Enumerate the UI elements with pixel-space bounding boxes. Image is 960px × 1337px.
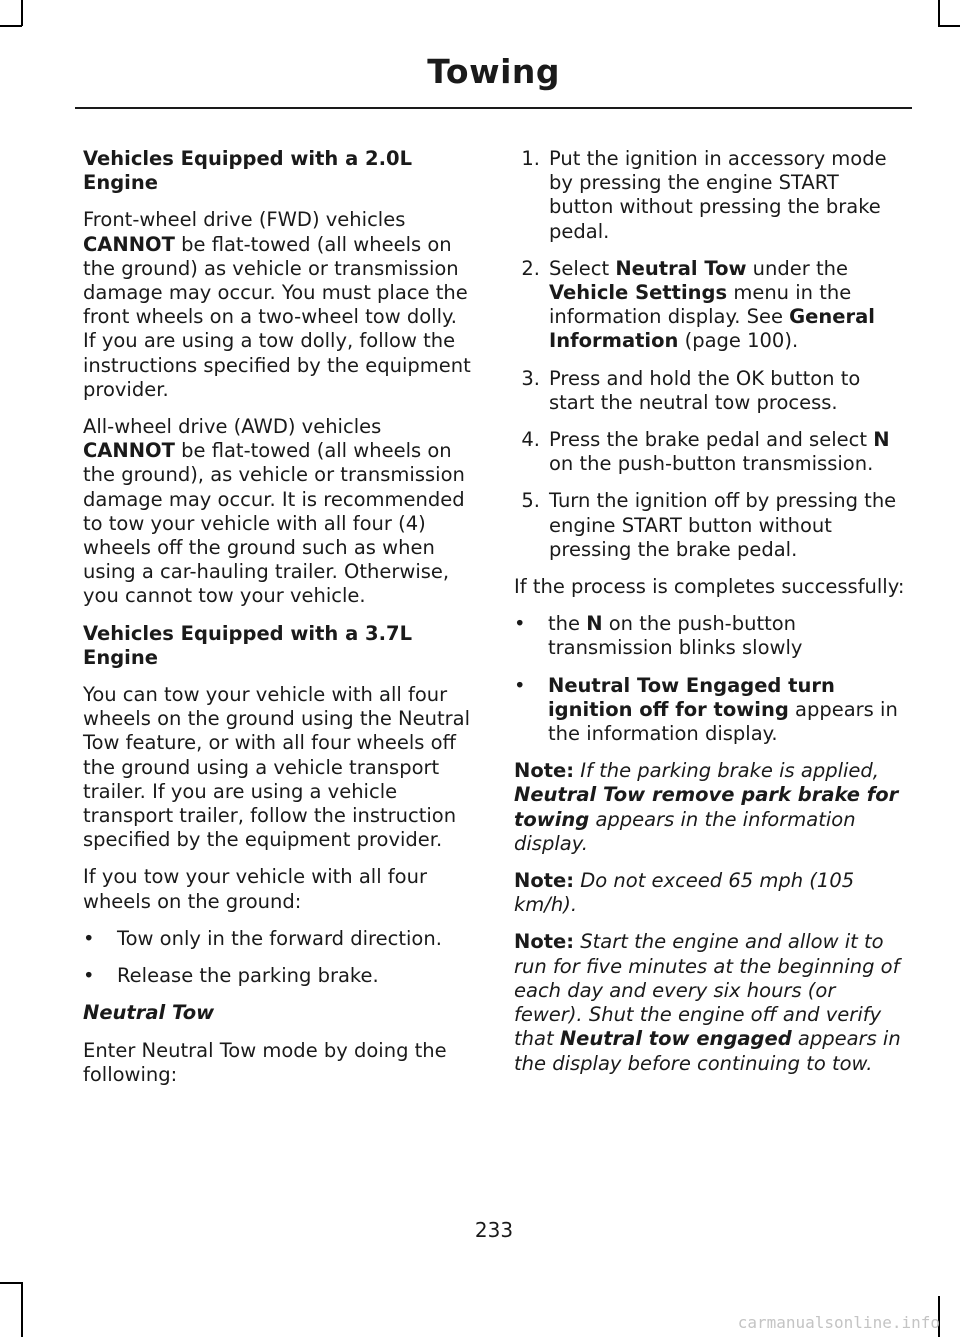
list-item [83, 964, 475, 988]
step-number: 3. [521, 366, 540, 390]
text: Select [549, 256, 616, 280]
text: on the push-button transmission blinks slowly [548, 612, 803, 660]
paragraph-awd [83, 415, 475, 609]
tow-bullet-list [83, 927, 475, 988]
bullet-marker: • [83, 964, 95, 988]
emphasis-cannot: CANNOT [83, 439, 175, 463]
text: be flat-towed (all wheels on the ground) as vehicle or transmission damage may occur. You must place the front wheels on a two-wheel tow dolly. If you are using a tow dolly, follow the instructions specified by the equipment provider. [83, 232, 471, 401]
text: appears in the information display. [548, 697, 898, 746]
text: Do not exceed 65 mph (105 km/h). [514, 869, 855, 917]
list-item-text: Release the parking brake. [117, 964, 379, 988]
paragraph-neutral-tow-intro: You can tow your vehicle with all four wheels on the ground using the Neutral Tow feature, or with all four wheels off the ground using a vehicle transport trailer. If you are using a vehicle transport trailer, follow the instruction specified by the equipment provider. [83, 683, 471, 852]
bullet-marker: • [83, 926, 95, 950]
list-item-text: Tow only in the forward direction. [117, 926, 442, 950]
list-item [83, 927, 475, 951]
text: be flat-towed (all wheels on the ground), as vehicle or transmission damage may occur. It is recommended to tow your vehicle with all four (4) wheels off the ground such as when using a car-hauling trailer. Otherwise, you cannot tow your vehicle. [83, 439, 465, 608]
emphasis-vehicle-settings: Vehicle Settings [549, 281, 728, 305]
header-divider [75, 107, 912, 109]
step-number: 4. [521, 428, 540, 452]
crop-mark [938, 25, 960, 27]
note-label: Note: [514, 869, 575, 893]
result-bullet-list [514, 612, 909, 746]
list-item [514, 612, 909, 660]
text: menu in the information display. See [549, 281, 852, 329]
bullet-marker: • [514, 673, 526, 697]
text: Front-wheel drive (FWD) vehicles [83, 208, 406, 232]
section-heading-3-7l: Vehicles Equipped with a 3.7L Engine [83, 621, 413, 669]
step-5 [514, 489, 909, 562]
note-parking-brake [514, 759, 909, 856]
text: Start the engine and allow it to run for five minutes at the beginning of each day and every six hours (or fewer). Shut the engine off and verify that [514, 930, 900, 1051]
crop-mark [0, 25, 22, 27]
left-column [83, 147, 475, 1100]
watermark: carmanualsonline.info [737, 1313, 940, 1332]
emphasis-message: Neutral Tow remove park brake for towing [514, 783, 899, 831]
paragraph-process-complete: If the process is completes successfully: [514, 575, 905, 599]
section-heading-neutral-tow: Neutral Tow [83, 1001, 215, 1025]
text: Press the brake pedal and select [549, 428, 874, 452]
crop-mark [21, 0, 23, 26]
list-item [514, 674, 909, 747]
crop-mark [0, 1282, 22, 1284]
text: on the push-button transmission. [549, 452, 874, 476]
step-text: Turn the ignition off by pressing the engine START button without pressing the brake pedal. [549, 489, 897, 561]
text: appears in the display before continuing to tow. [514, 1027, 901, 1075]
step-1 [514, 147, 909, 244]
page-reference: (page 100). [678, 329, 799, 353]
text: All-wheel drive (AWD) vehicles [83, 415, 382, 439]
crop-mark [938, 0, 940, 26]
link-general-information[interactable]: General Information [549, 305, 875, 353]
step-4 [514, 428, 909, 476]
note-speed-limit [514, 869, 909, 917]
text: appears in the information display. [514, 807, 856, 855]
step-text: Press and hold the OK button to start the neutral tow process. [549, 366, 861, 414]
note-run-engine [514, 930, 909, 1075]
step-3 [514, 367, 909, 415]
section-heading-2-0l: Vehicles Equipped with a 2.0L Engine [83, 147, 413, 195]
emphasis-n: N [586, 612, 603, 636]
crop-mark [21, 1282, 23, 1337]
text: under the [746, 256, 848, 280]
neutral-tow-steps [514, 147, 909, 562]
paragraph-enter-neutral-tow: Enter Neutral Tow mode by doing the following: [83, 1038, 447, 1086]
paragraph-four-wheels: If you tow your vehicle with all four wheels on the ground: [83, 865, 427, 913]
step-number: 5. [521, 489, 540, 513]
emphasis-neutral-tow: Neutral Tow [615, 256, 747, 280]
page-title: Towing [427, 52, 560, 91]
text: If the parking brake is applied, [574, 759, 879, 783]
bullet-marker: • [514, 612, 526, 636]
text: the [548, 612, 587, 636]
emphasis-message: Neutral Tow Engaged turn ignition off for towing [548, 673, 835, 721]
page-number: 233 [474, 1218, 514, 1242]
emphasis-cannot: CANNOT [83, 232, 175, 256]
right-column [514, 147, 909, 1089]
step-2 [514, 257, 909, 354]
paragraph-fwd [83, 208, 475, 402]
step-number: 1. [521, 147, 540, 170]
note-label: Note: [514, 759, 575, 783]
emphasis-n: N [873, 428, 890, 452]
step-text: Put the ignition in accessory mode by pressing the engine START button without pressing the brake pedal. [549, 147, 887, 243]
note-label: Note: [514, 930, 575, 954]
emphasis-message: Neutral tow engaged [559, 1027, 792, 1051]
step-number: 2. [521, 256, 540, 280]
